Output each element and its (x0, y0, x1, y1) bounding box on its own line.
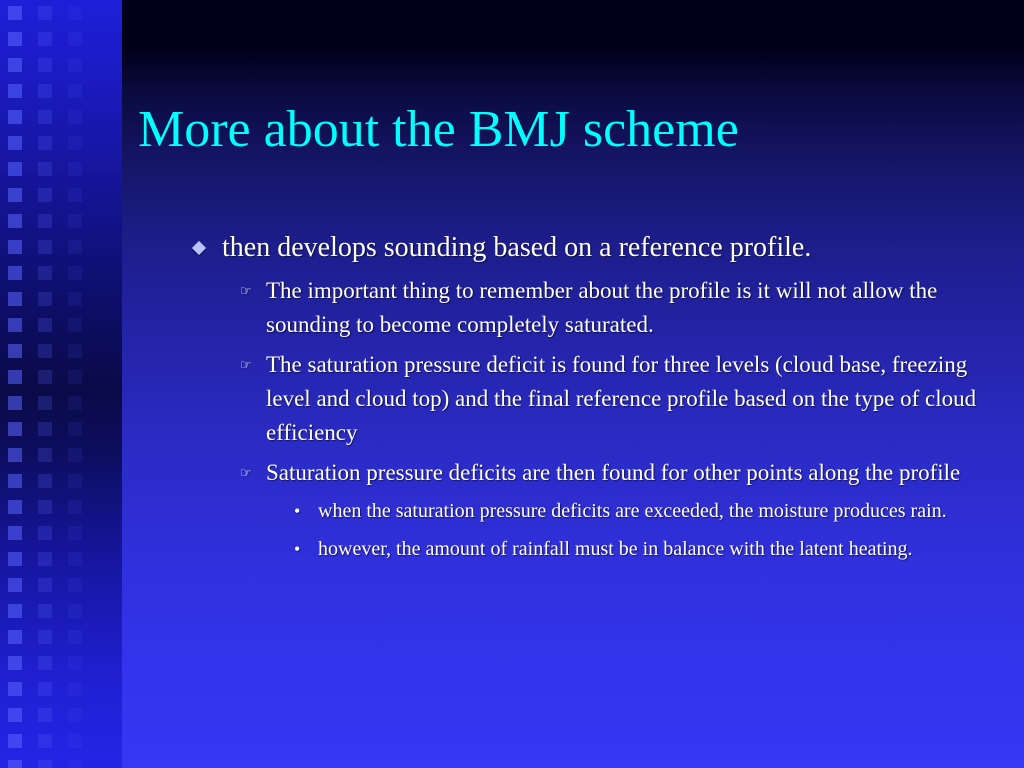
decorative-square (38, 136, 52, 150)
decorative-square (38, 708, 52, 722)
decorative-square (68, 58, 82, 72)
decorative-square (8, 526, 22, 540)
decorative-square (8, 136, 22, 150)
decorative-square (68, 396, 82, 410)
bullet-level2-item (240, 456, 986, 490)
decorative-square (68, 162, 82, 176)
decorative-square (38, 734, 52, 748)
decorative-square (8, 370, 22, 384)
decorative-square (68, 604, 82, 618)
pointing-hand-icon: ☞ (240, 466, 252, 481)
decorative-square (38, 448, 52, 462)
bullet-level1-text: then develops sounding based on a reference profile. (222, 232, 812, 263)
decorative-square (68, 344, 82, 358)
decorative-square (68, 318, 82, 332)
left-decorative-strip (0, 0, 122, 768)
pointing-hand-icon: ☞ (240, 358, 252, 373)
decorative-square (8, 84, 22, 98)
decorative-square (8, 32, 22, 46)
decorative-square (38, 214, 52, 228)
square-pattern (0, 0, 122, 768)
decorative-square (68, 136, 82, 150)
bullet-level1 (190, 230, 990, 266)
pointing-hand-icon: ☞ (240, 284, 252, 299)
decorative-square (68, 448, 82, 462)
decorative-square (38, 578, 52, 592)
decorative-square (38, 240, 52, 254)
bullet-level3-item (294, 534, 978, 564)
decorative-square (38, 6, 52, 20)
decorative-square (68, 708, 82, 722)
decorative-square (8, 578, 22, 592)
decorative-square (38, 292, 52, 306)
decorative-square (38, 344, 52, 358)
slide-body (190, 230, 990, 572)
decorative-square (8, 110, 22, 124)
decorative-square (68, 32, 82, 46)
decorative-square (8, 760, 22, 768)
decorative-square (8, 630, 22, 644)
decorative-square (68, 214, 82, 228)
decorative-square (8, 604, 22, 618)
decorative-square (8, 396, 22, 410)
decorative-square (38, 58, 52, 72)
decorative-square (38, 500, 52, 514)
bullet-level3-item (294, 496, 978, 526)
bullet-level3-text: however, the amount of rainfall must be in balance with the latent heating. (318, 538, 913, 560)
decorative-square (38, 526, 52, 540)
decorative-square (38, 266, 52, 280)
decorative-square (8, 6, 22, 20)
decorative-square (38, 84, 52, 98)
decorative-square (8, 682, 22, 696)
decorative-square (68, 734, 82, 748)
decorative-square (68, 760, 82, 768)
decorative-square (8, 344, 22, 358)
decorative-square (8, 500, 22, 514)
decorative-square (8, 656, 22, 670)
top-dark-band (122, 0, 1024, 52)
decorative-square (8, 162, 22, 176)
bullet-level2-item (240, 274, 986, 342)
decorative-square (38, 474, 52, 488)
bullet-level2-text: The important thing to remember about the profile is it will not allow the sounding to become completely saturated. (266, 278, 938, 337)
decorative-square (8, 708, 22, 722)
decorative-square (8, 240, 22, 254)
decorative-square (68, 656, 82, 670)
decorative-square (38, 422, 52, 436)
decorative-square (38, 396, 52, 410)
diamond-bullet-icon (192, 241, 206, 255)
decorative-square (8, 318, 22, 332)
dot-bullet-icon: • (294, 501, 301, 521)
decorative-square (38, 110, 52, 124)
decorative-square (68, 500, 82, 514)
decorative-square (8, 266, 22, 280)
decorative-square (68, 370, 82, 384)
decorative-square (38, 370, 52, 384)
decorative-square (68, 110, 82, 124)
decorative-square (68, 292, 82, 306)
decorative-square (38, 162, 52, 176)
decorative-square (68, 84, 82, 98)
decorative-square (68, 682, 82, 696)
decorative-square (38, 552, 52, 566)
decorative-square (8, 734, 22, 748)
dot-bullet-icon: • (294, 539, 301, 559)
decorative-square (68, 552, 82, 566)
bullet-level2-item (240, 348, 986, 450)
decorative-square (68, 474, 82, 488)
decorative-square (68, 578, 82, 592)
decorative-square (38, 760, 52, 768)
decorative-square (38, 604, 52, 618)
decorative-square (68, 266, 82, 280)
decorative-square (38, 682, 52, 696)
decorative-square (8, 188, 22, 202)
decorative-square (8, 422, 22, 436)
decorative-square (68, 630, 82, 644)
bullet-level2-text: Saturation pressure deficits are then found for other points along the profile (266, 460, 961, 485)
decorative-square (68, 6, 82, 20)
decorative-square (68, 188, 82, 202)
decorative-square (38, 188, 52, 202)
decorative-square (8, 58, 22, 72)
decorative-square (38, 656, 52, 670)
bullet-level2-text: The saturation pressure deficit is found for three levels (cloud base, freezing level and cloud top) and the final reference profile based on the type of cloud efficiency (266, 352, 977, 445)
decorative-square (38, 318, 52, 332)
decorative-square (38, 630, 52, 644)
decorative-square (8, 552, 22, 566)
slide-title: More about the BMJ scheme (138, 101, 739, 158)
decorative-square (38, 32, 52, 46)
decorative-square (8, 448, 22, 462)
decorative-square (68, 240, 82, 254)
decorative-square (8, 214, 22, 228)
decorative-square (68, 422, 82, 436)
decorative-square (68, 526, 82, 540)
decorative-square (8, 292, 22, 306)
bullet-level3-text: when the saturation pressure deficits are exceeded, the moisture produces rain. (318, 500, 947, 522)
decorative-square (8, 474, 22, 488)
